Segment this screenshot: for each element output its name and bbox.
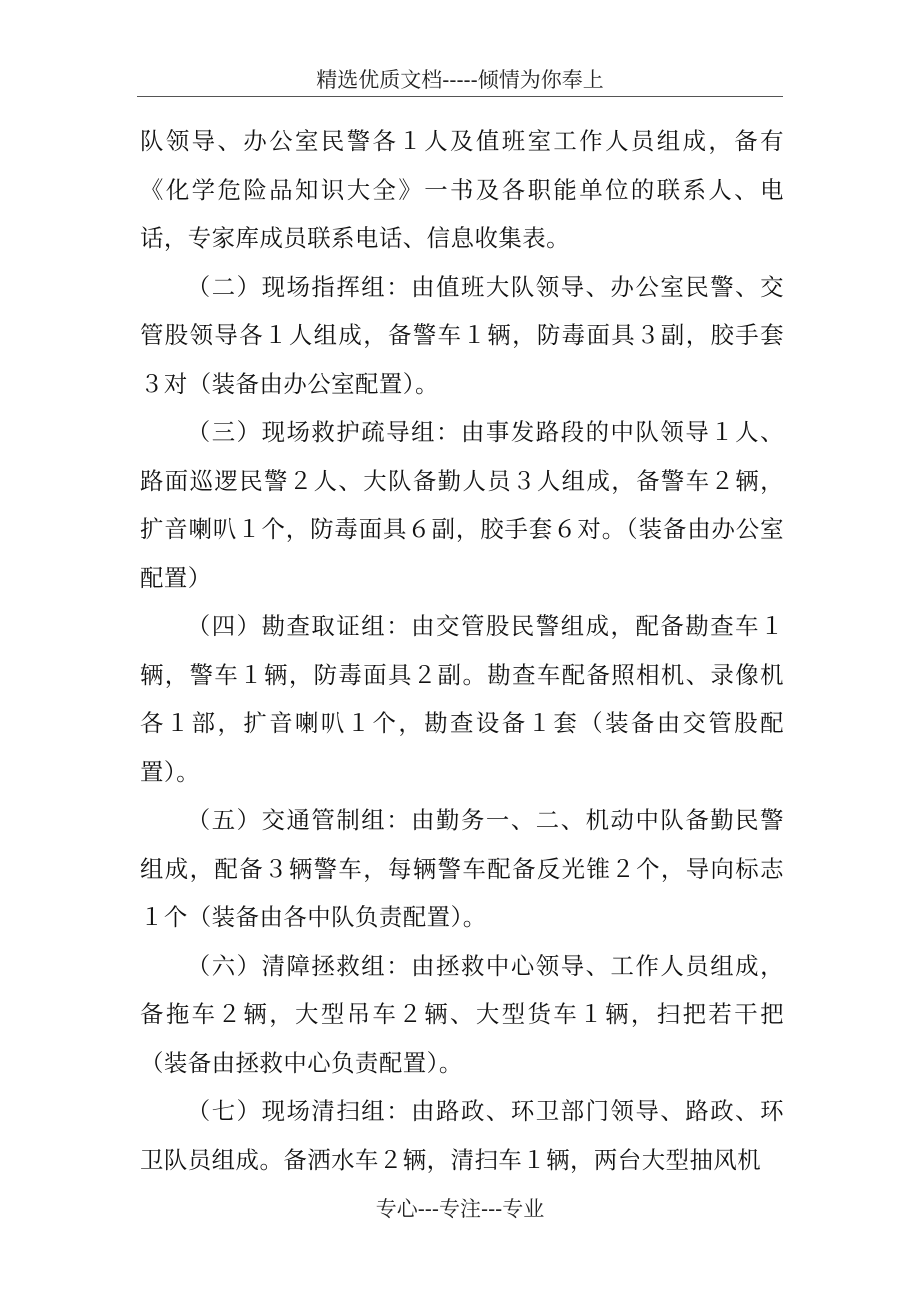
paragraph-traffic-control-group: （五）交通管制组：由勤务一、二、机动中队备勤民警组成，配备３辆警车，每辆警车配备反光锥２个，导向标志１个（装备由各中队负责配置）。 <box>140 806 784 931</box>
paragraph-rescue-guidance-group: （三）现场救护疏导组：由事发路段的中队领导１人、路面巡逻民警２人、大队备勤人员３人组成，备警车２辆，扩音喇叭１个，防毒面具６副，胶手套６对。（装备由办公室配置） <box>140 418 784 592</box>
paragraph-clearance-rescue-group: （六）清障拯救组：由拯救中心领导、工作人员组成，备拖车２辆，大型吊车２辆、大型货车１辆，扫把若干把（装备由拯救中心负责配置）。 <box>140 951 784 1077</box>
document-body <box>140 117 784 1184</box>
paragraph-command-group: （二）现场指挥组：由值班大队领导、办公室民警、交管股领导各１人组成，备警车１辆，防毒面具３副，胶手套３对（装备由办公室配置）。 <box>140 272 784 398</box>
header-divider <box>137 96 783 97</box>
paragraph-continuation: 队领导、办公室民警各１人及值班室工作人员组成，备有《化学危险品知识大全》一书及各职能单位的联系人、电话，专家库成员联系电话、信息收集表。 <box>140 127 784 252</box>
page-header: 精选优质文档-----倾情为你奉上 <box>316 68 604 92</box>
paragraph-investigation-group: （四）勘查取证组：由交管股民警组成，配备勘查车１辆，警车１辆，防毒面具２副。勘查车配备照相机、录像机各１部，扩音喇叭１个，勘查设备１套（装备由交管股配置）。 <box>140 612 784 786</box>
page-footer: 专心---专注---专业 <box>375 1197 545 1221</box>
paragraph-cleaning-group: （七）现场清扫组：由路政、环卫部门领导、路政、环卫队员组成。备洒水车２辆，清扫车１辆，两台大型抽风机 <box>140 1097 784 1174</box>
